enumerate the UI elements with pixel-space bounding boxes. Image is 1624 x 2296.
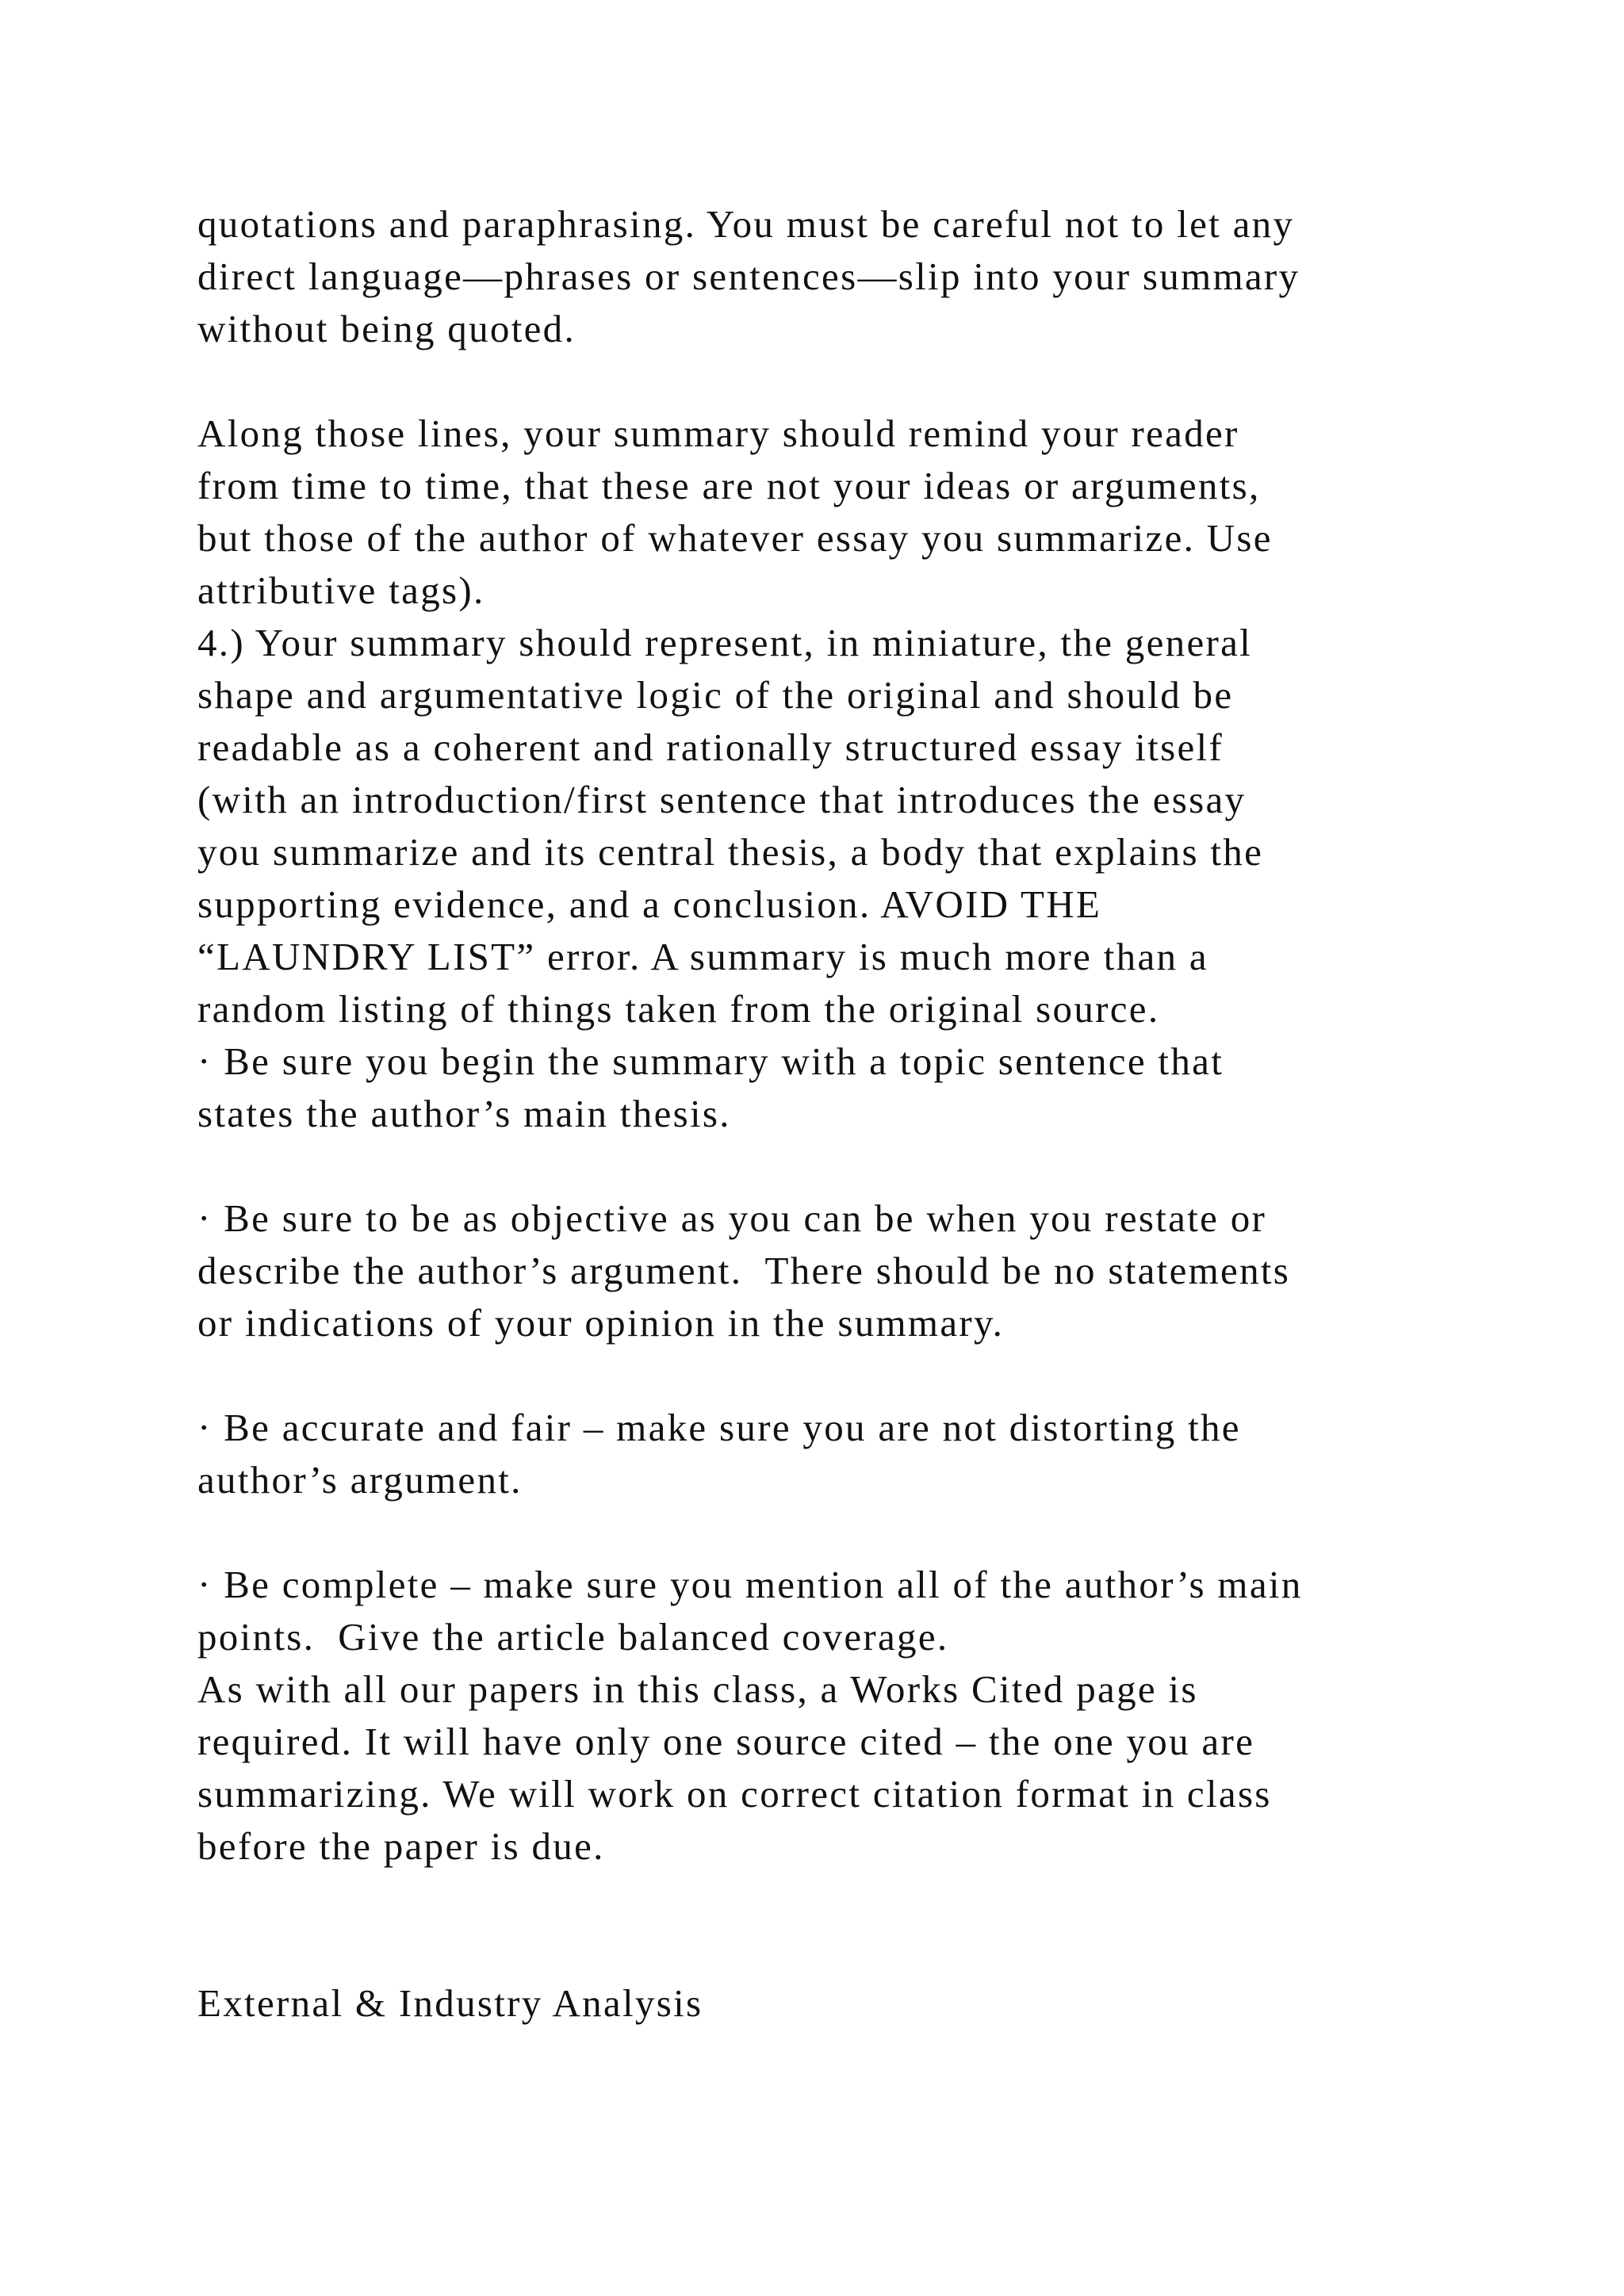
text-line: describe the author’s argument. There should be no statements [197, 1249, 1291, 1292]
text-line: random listing of things taken from the original source. [197, 987, 1160, 1031]
text-line: · Be complete – make sure you mention all of the author’s main [197, 1563, 1303, 1606]
text-line: · Be sure to be as objective as you can be when you restate or [197, 1196, 1267, 1240]
text-line: states the author’s main thesis. [197, 1092, 731, 1135]
text-line: points. Give the article balanced coverage. [197, 1615, 949, 1659]
text-line: (with an introduction/first sentence that introduces the essay [197, 778, 1247, 821]
text-line: · Be sure you begin the summary with a topic sentence that [197, 1039, 1224, 1083]
text-line: attributive tags). [197, 568, 485, 612]
text-line: · Be accurate and fair – make sure you are not distorting the [197, 1406, 1241, 1449]
text-line: supporting evidence, and a conclusion. AVOID THE [197, 882, 1102, 926]
section-heading: External & Industry Analysis [197, 1981, 703, 2025]
text-line: shape and argumentative logic of the original and should be [197, 673, 1234, 717]
text-line: author’s argument. [197, 1458, 523, 1502]
text-line: or indications of your opinion in the summary. [197, 1301, 1005, 1345]
text-line: 4.) Your summary should represent, in miniature, the general [197, 621, 1253, 664]
text-line: without being quoted. [197, 307, 576, 350]
text-line: summarizing. We will work on correct citation format in class [197, 1772, 1272, 1816]
text-line: from time to time, that these are not your ideas or arguments, [197, 464, 1261, 507]
text-line: required. It will have only one source cited – the one you are [197, 1720, 1255, 1763]
text-line: before the paper is due. [197, 1824, 605, 1868]
text-line: you summarize and its central thesis, a body that explains the [197, 830, 1264, 874]
text-line: Along those lines, your summary should remind your reader [197, 411, 1239, 455]
text-line: “LAUNDRY LIST” error. A summary is much more than a [197, 935, 1208, 978]
text-line: As with all our papers in this class, a Works Cited page is [197, 1667, 1198, 1711]
text-line: quotations and paraphrasing. You must be careful not to let any [197, 202, 1295, 246]
text-line: but those of the author of whatever essay you summarize. Use [197, 516, 1273, 560]
text-line: direct language—phrases or sentences—slip into your summary [197, 254, 1300, 298]
text-line: readable as a coherent and rationally structured essay itself [197, 725, 1224, 769]
